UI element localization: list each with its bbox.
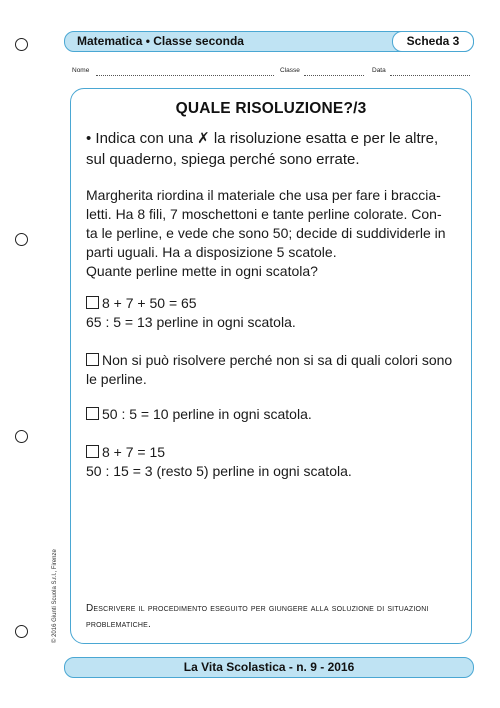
problem-line: letti. Ha 8 fili, 7 moschettoni e tante perline colorate. Con- — [86, 206, 442, 222]
date-label: Data — [372, 67, 386, 74]
binder-hole — [15, 233, 28, 246]
sheet-tab — [392, 31, 474, 52]
magazine-issue: La Vita Scolastica - n. 9 - 2016 — [183, 660, 355, 674]
problem-line: ta le perline, e vede che sono 50; decide di suddividerle in — [86, 225, 446, 241]
sheet-label: Scheda 3 — [406, 34, 460, 48]
class-field[interactable] — [304, 75, 364, 76]
name-label: Nome — [72, 67, 90, 74]
exercise-title: QUALE RISOLUZIONE?/3 — [175, 100, 367, 117]
option-4-line-2: 50 : 15 = 3 (resto 5) perline in ogni scatola. — [86, 463, 352, 479]
instruction-text: • Indica con una ✗ la risoluzione esatta e per le altre, sul quaderno, spiega perché sono errate. — [86, 130, 439, 168]
option-3 — [86, 405, 458, 424]
problem-question: Quante perline mette in ogni scatola? — [86, 263, 318, 279]
class-label: Classe — [280, 67, 300, 74]
binder-hole — [15, 38, 28, 51]
option-4-checkbox[interactable] — [86, 445, 99, 458]
name-field[interactable] — [96, 75, 274, 76]
student-info-line — [72, 67, 472, 79]
option-2-line-2: le perline. — [86, 371, 147, 387]
header-subject: Matematica • Classe seconda — [77, 34, 244, 48]
option-2-line-1: Non si può risolvere perché non si sa di quali colori sono — [102, 352, 453, 368]
binder-hole — [15, 625, 28, 638]
problem-text — [86, 186, 458, 281]
option-1-line-1: 8 + 7 + 50 = 65 — [102, 295, 197, 311]
option-2-checkbox[interactable] — [86, 353, 99, 366]
exercise-card — [70, 88, 472, 644]
option-3-line-1: 50 : 5 = 10 perline in ogni scatola. — [102, 406, 312, 422]
date-field[interactable] — [390, 75, 470, 76]
problem-line: Margherita riordina il materiale che usa per fare i braccia- — [86, 187, 441, 203]
option-2 — [86, 351, 458, 389]
option-3-checkbox[interactable] — [86, 407, 99, 420]
learning-goal-note: Descrivere il procedimento eseguito per giungere alla soluzione di situazioni problematiche. — [86, 603, 429, 630]
copyright-text: © 2016 Giunti Scuola S.r.l., Firenze — [52, 549, 58, 643]
footer-bar — [64, 657, 474, 678]
option-1-checkbox[interactable] — [86, 296, 99, 309]
option-1-line-2: 65 : 5 = 13 perline in ogni scatola. — [86, 314, 296, 330]
option-4-line-1: 8 + 7 = 15 — [102, 444, 166, 460]
binder-hole — [15, 430, 28, 443]
header-bar — [64, 31, 474, 52]
option-1 — [86, 294, 458, 332]
problem-line: parti uguali. Ha a disposizione 5 scatole. — [86, 244, 337, 260]
option-4 — [86, 443, 458, 481]
